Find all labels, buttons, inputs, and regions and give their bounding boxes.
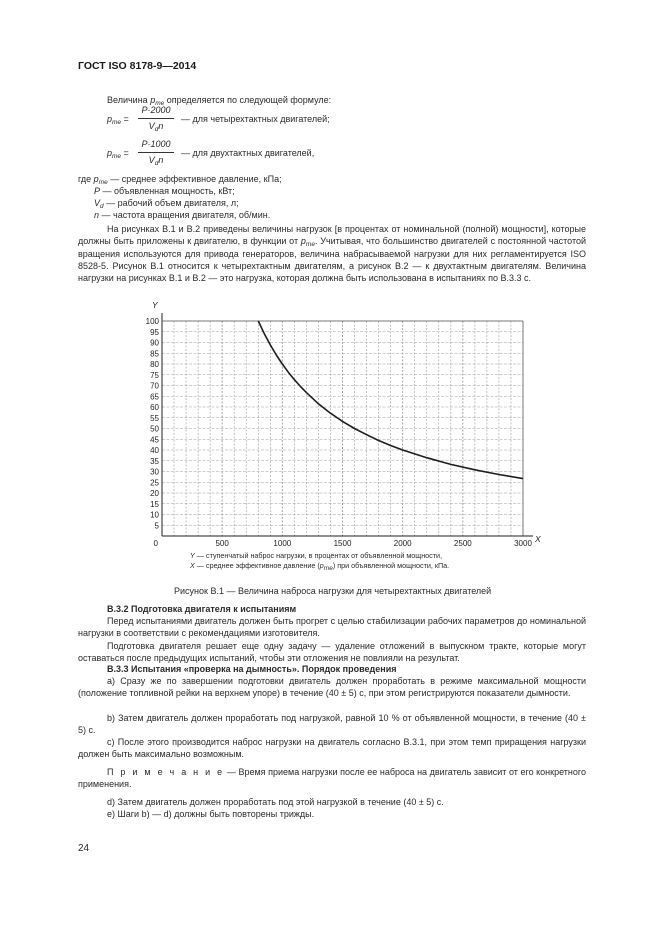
document-header: ГОСТ ISO 8178-9—2014 xyxy=(78,60,197,72)
formula-intro-text-end: определяется по следующей формуле: xyxy=(164,95,332,105)
page-number: 24 xyxy=(78,843,90,854)
b33-step-e: e) Шаги b) — d) должны быть повторены трижды. xyxy=(107,809,315,819)
b33-step-c: c) После этого производится наброс нагрузки на двигатель согласно В.3.1, при этом темп приращения нагрузки должен быть максимально возможным. xyxy=(78,737,586,760)
b32-paragraph-2: Подготовка двигателя решает еще одну задачу — удаление отложений в выпускном тракте, которые могут оставаться после предыдущих испытаний, чтобы эти отложения не повлияли на результат. xyxy=(78,641,586,664)
formula1-denominator: $V_dn$ xyxy=(148,121,164,133)
note-text: — Время приема нагрузки после ее наброса на двигатель зависит от его конкретного применения. xyxy=(78,767,586,790)
note-label: П р и м е ч а н и е xyxy=(107,767,225,777)
x-tick-label: 2500 xyxy=(453,539,472,546)
formula1-note: — для четырехтактных двигателей; xyxy=(181,114,330,124)
b33-step-a: a) Сразу же по завершении подготовки двигатель должен проработать в режиме максимальной мощности (положение топливной рейки на верхнем упоре) в течение (40 ± 5) с, при этом регистрируются показатели дымности. xyxy=(78,676,586,699)
x-tick-label: 1500 xyxy=(333,539,352,546)
formula2-note: — для двухтактных двигателей, xyxy=(181,148,315,158)
figure-caption: Рисунок В.1 — Величина наброса нагрузки для четырехтактных двигателей xyxy=(174,586,492,596)
y-tick-label: 75 xyxy=(150,370,159,380)
formula1-lhs: $p_{me}$ = xyxy=(107,114,129,126)
y-tick-label: 5 xyxy=(154,521,159,531)
where-line-pme: где $p_{me}$ — среднее эффективное давление, кПа; xyxy=(78,174,282,186)
section-heading-b33: В.3.3 Испытания «проверка на дымность». Порядок проведения xyxy=(107,664,397,674)
x-tick-label: 1000 xyxy=(273,539,292,546)
y-tick-label: 60 xyxy=(150,403,159,412)
y-tick-label: 10 xyxy=(150,510,159,520)
x-tick-label: 2000 xyxy=(393,539,412,546)
x-tick-label: 500 xyxy=(215,539,229,546)
y-tick-label: 95 xyxy=(150,327,159,337)
y-tick-label: 15 xyxy=(150,499,159,509)
y-tick-label: 55 xyxy=(150,413,159,423)
formula-intro-text: Величина xyxy=(107,95,151,105)
b33-note xyxy=(78,766,586,791)
x-tick-label: 0 xyxy=(153,539,158,546)
where-line-power: P — объявленная мощность, кВт; xyxy=(94,186,235,196)
y-tick-label: 85 xyxy=(150,349,159,359)
figure-legend-x: X — среднее эффективное давление $(p_{me})$ при объявленной мощности, кПа. xyxy=(190,561,450,572)
y-tick-label: 50 xyxy=(150,424,159,434)
formula2-denominator: $V_dn$ xyxy=(148,155,164,167)
section-heading-b32: В.3.2 Подготовка двигателя к испытаниям xyxy=(107,604,297,614)
y-tick-label: 40 xyxy=(150,446,159,455)
y-tick-label: 20 xyxy=(150,489,159,498)
formula2-numerator: P·1000 xyxy=(141,139,171,149)
y-axis-label: Y xyxy=(152,300,158,310)
y-tick-label: 65 xyxy=(150,392,159,402)
y-tick-label: 80 xyxy=(150,360,159,369)
b33-step-b: b) Затем двигатель должен проработать под нагрузкой, равной 10 % от объявленной мощности, в течение (40 ± 5) с. xyxy=(78,713,586,736)
b33-step-d: d) Затем двигатель должен проработать под этой нагрузкой в течение (40 ± 5) с. xyxy=(107,797,444,807)
paragraph-figures-intro: На рисунках В.1 и В.2 приведены величины нагрузок [в процентах от номинальной (полной) мощности], которые должны быть приложены к двигателю, в функции от $p_{me}$. Учитывая, что большинство двигателей с постоянной частотой вращения используются для привода генераторов, величина набрасываемой нагрузки для них регламентируется ISO 8528-5. Рисунок В.1 относится к четырехтактным двигателям, а рисунок В.2 — к двухтактным двигателям. Величина нагрузки на рисунках В.1 и В.2 — это нагрузка, которая должна быть использована в испытаниях по В.3.3 с. xyxy=(78,224,586,284)
x-axis-label: X xyxy=(535,534,541,544)
where-line-speed: n — частота вращения двигателя, об/мин. xyxy=(94,210,271,220)
y-tick-label: 90 xyxy=(150,338,159,348)
load-step-chart xyxy=(138,296,548,546)
y-tick-label: 25 xyxy=(150,478,159,488)
symbol-sub: me xyxy=(155,100,165,107)
x-tick-label: 3000 xyxy=(514,539,532,546)
y-tick-label: 70 xyxy=(150,381,159,391)
b32-paragraph-1: Перед испытаниями двигатель должен быть прогрет с целью стабилизации рабочих параметров до номинальной нагрузки в соответствии с рекомендациями изготовителя. xyxy=(78,616,586,639)
y-tick-label: 30 xyxy=(150,467,159,477)
formula1-fraction-bar xyxy=(138,118,174,119)
symbol-p: p xyxy=(150,95,156,105)
chart-grid xyxy=(162,321,523,536)
y-tick-label: 100 xyxy=(145,317,159,326)
y-tick-label: 35 xyxy=(150,456,159,466)
formula2-fraction-bar xyxy=(138,152,174,153)
where-line-volume: $V_d$ — рабочий объем двигателя, л; xyxy=(94,198,239,210)
chart-labels xyxy=(146,300,541,546)
figure-legend-y: Y — ступенчатый наброс нагрузки, в процентах от объявленной мощности, xyxy=(190,551,443,560)
formula1-numerator: P·2000 xyxy=(141,105,171,115)
formula2-lhs: $p_{me}$ = xyxy=(107,148,129,160)
y-tick-label: 45 xyxy=(150,435,159,445)
